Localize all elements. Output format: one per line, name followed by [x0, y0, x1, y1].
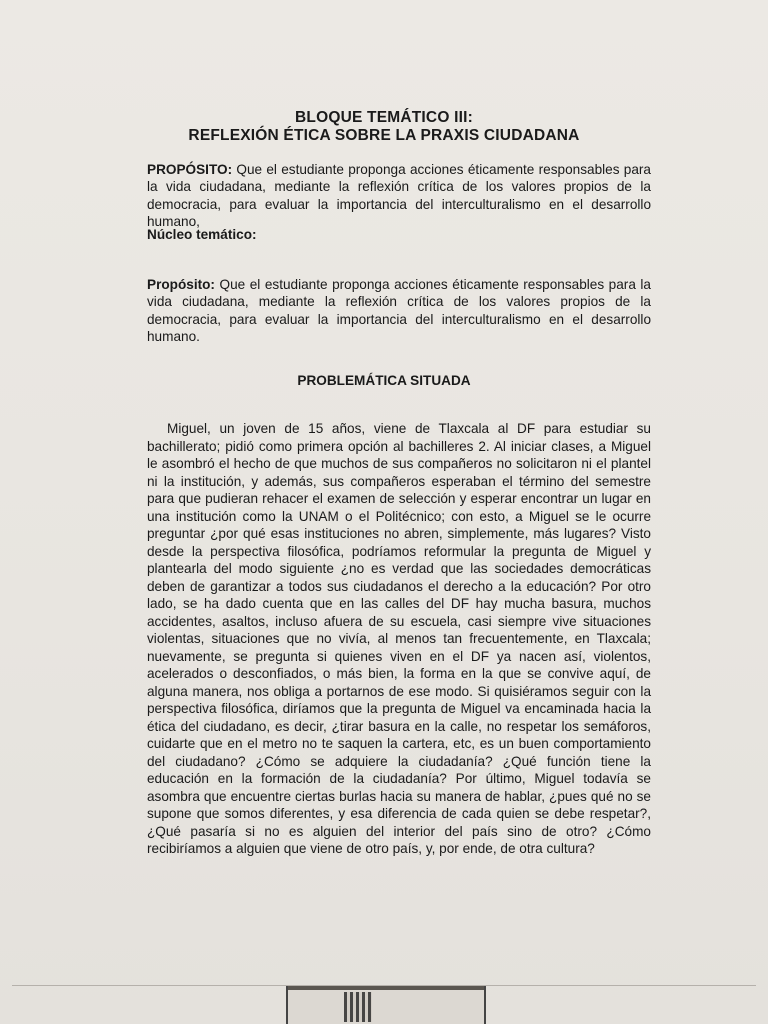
story-paragraph: Miguel, un joven de 15 años, viene de Tlaxcala al DF para estudiar su bachillerato; pidió como primera opción al bachilleres 2. Al iniciar clases, a Miguel le asombró el hecho de que muchos de sus compañeros no solicitaron ni el plantel ni la institución, y además, sus compañeros esperaban el término del semestre para que pudieran rehacer el examen de selección y esperar encontrar un lugar en una institución como la UNAM o el Politécnico; con esto, a Miguel se le ocurre preguntar ¿por qué esas instituciones no abren, simplemente, más lugares? Visto desde la perspectiva filosófica, podríamos reformular la pregunta de Miguel y plantearla del modo siguiente ¿no es verdad que las sociedades democráticas deben de garantizar a todos sus ciudadanos el derecho a la educación? Por otro lado, se ha dado cuenta que en las calles del DF hay mucha basura, muchos accidentes, asaltos, incluso afuera de su escuela, casi siempre vive situaciones violentas, situaciones que no vivía, al menos tan frecuentemente, en Tlaxcala; nuevamente, se pregunta si quienes viven en el DF ya nacen así, violentos, acelerados o desconfiados, o más bien, la forma en la que se convive aquí, de alguna manera, nos obliga a portarnos de ese modo. Si quisiéramos seguir con la perspectiva filosófica, diríamos que la pregunta de Miguel va encaminada hacia la ética del ciudadano, es decir, ¿tirar basura en la calle, no respetar los semáforos, cuidarte que en el metro no te saquen la cartera, etc, es un buen comportamiento del ciudadano? ¿Cómo se adquiere la ciudadanía? ¿Qué función tiene la educación en la formación de la ciudadanía? Por último, Miguel todavía se asombra que encuentre ciertas burlas hacia su manera de hablar, ¿pues qué no se supone que somos diferentes, y esa diferencia de cada quien se debe respetar?, ¿Qué pasaría si no es alguien del interior del país sino de otro? ¿Cómo recibiríamos a alguien que viene de otro país, y, por ende, de otra cultura?	[147, 421, 651, 856]
scan-mark	[344, 992, 372, 1022]
scan-binding-strip	[286, 986, 486, 1024]
proposito-text-2: Que el estudiante proponga acciones éticamente responsables para la vida ciudadana, mediante la reflexión crítica de los valores propios de la democracia, para evaluar la importancia del interculturalismo en el desarrollo humano.	[147, 277, 651, 344]
proposito-paragraph-2	[147, 276, 651, 345]
nucleo-tematico-label: Núcleo temático:	[147, 227, 257, 242]
proposito-label-2: Propósito:	[147, 277, 215, 292]
title-line-1: BLOQUE TEMÁTICO III:	[295, 109, 473, 126]
section-title: PROBLEMÁTICA SITUADA	[297, 373, 471, 388]
proposito-label-1: PROPÓSITO:	[147, 162, 233, 177]
proposito-text-1: Que el estudiante proponga acciones éticamente responsables para la vida ciudadana, mediante la reflexión crítica de los valores propios de la democracia, para evaluar la importancia del interculturalismo en el desarrollo humano,	[147, 162, 651, 229]
scan-strip-bar	[288, 986, 484, 990]
proposito-paragraph-1	[147, 161, 651, 230]
title-line-2: REFLEXIÓN ÉTICA SOBRE LA PRAXIS CIUDADANA	[188, 127, 580, 144]
